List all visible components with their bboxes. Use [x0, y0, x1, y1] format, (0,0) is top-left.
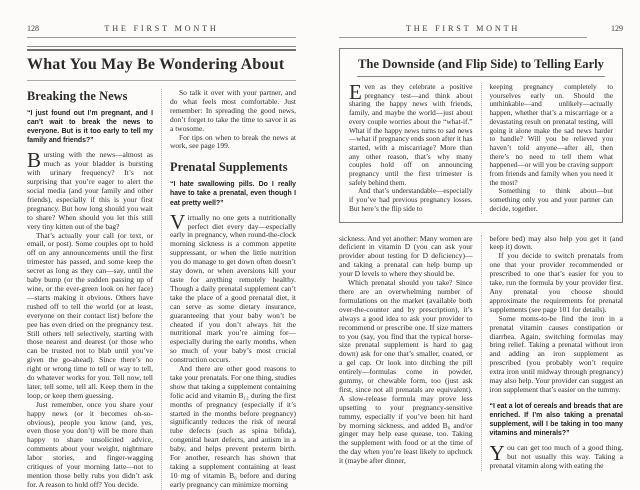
left-page-columns — [27, 89, 296, 490]
body-paragraph: keeping pregnancy completely to yourselves early on. Should the unthinkable—and unlikely—actually happen, whether that’s a miscarriage or a devastating result on prenatal testing, will going it alone make the sad news harder to handle? Will you be relieved you haven’t told anyone—after all, then there’s no need to tell them what happened—or will you be craving support from friends and family when you need it the most? — [489, 82, 613, 187]
left-page-column-1 — [27, 89, 162, 490]
qa-heading-breaking-the-news: Breaking the News — [27, 89, 128, 103]
drop-cap: Y — [489, 440, 505, 465]
running-head: THE FIRST MONTH — [405, 24, 521, 33]
drop-cap: E — [349, 79, 362, 104]
body-paragraph: Just remember, once you share your happy news (or it becomes oh-so-obvious), people you know (and, yes, even those you don’t) will be more than happy to share unsolicited advice, comments about your weight, nightmare labor stories, and finger-wagging critiques of your morning latte—not to mention those belly rubs you didn’t ask for. A reason to hold off? You decide. — [27, 399, 153, 489]
left-page — [27, 24, 296, 490]
right-page-column-1 — [339, 235, 482, 471]
running-head: THE FIRST MONTH — [104, 24, 219, 33]
box-columns — [349, 79, 613, 214]
body-paragraph: And that’s understandable—especially if you’ve had previous pregnancy losses. But here’s the flip side to — [349, 186, 473, 213]
qa-heading-prenatal-supplements: Prenatal Supplements — [170, 160, 288, 175]
body-paragraph — [170, 210, 296, 365]
box-column-1 — [349, 79, 482, 214]
body-paragraph: Some moms-to-be find the iron in a prenatal vitamin causes constipation or diarrhea. Again, switching formulas may bring relief. Taking a prenatal without iron and adding an iron supplement as prescribed (you probably won’t require extra iron until midway through pregnancy) may also help. Your provider can suggest an iron supplement that’s easier on the tummy. — [489, 313, 623, 394]
body-paragraph: sickness. And yet another: Many women are deficient in vitamin D (you can ask your provider about testing for D deficiency)—and taking a prenatal can help bump up your D levels to where they should be. — [339, 233, 473, 279]
right-page-column-2 — [482, 235, 624, 471]
body-paragraph: That’s actually your call (or text, or email, or post). Some couples opt to hold off on any announcements until the first trimester has passed, and some keep the secret as long as they can—say, until the baby bump (or the sudden passing up of wine, or the ever-green look on her face)—starts making it obvious. Others have rushed off to tell the world (or at least, everyone on their contact list) before the pee has even dried on the pregnancy test. Still others tell selectively, starting with those nearest and dearest (or those who can be trusted not to blab until you’ve given the go-ahead). Since there’s no right or wrong time to tell or way to tell, do whatever works for you. Tell now, tell later, tell some, tell all. Keep them in the loop, or keep them guessing. — [27, 230, 153, 400]
double-rule — [27, 46, 296, 51]
body-paragraph: Which prenatal should you take? Since there are an overwhelming number of formulations on the market (available both over-the-counter and by prescription), it’s always a good idea to ask your provider to recommend or prescribe one. If size matters to you (say, you find that the typical horse-size prenatal supplement is hard to gag down) ask for one that’s smaller, coated, or a gel cap. Or look into ditching the pill entirely—formulas come in powder, gummy, or chewable form, too (just ask first, since not all prenatals are equivalent). A slow-release formula may prove less upsetting to your pregnancy-sensitive tummy, especially if you’ve been hit hard by morning sickness, and added B₆ and/or ginger may help ease quease, too. Taking the supplement with food or at the time of the day when you’re least likely to upchuck it (maybe after dinner, — [339, 278, 473, 466]
paragraph-text: ursting with the news—almost as much as your bladder is bursting with urinary frequency? It’s not surprising that you’re eager to alert the social media (and your family and other friends), especially if this is your first pregnancy. But how long should you wait to share? When should you let this still very tiny kitten out of the bag? — [27, 150, 153, 231]
paragraph-text: ven as they celebrate a positive pregnancy test—and think about sharing the happy news with friends, family, and maybe the world—just about every couple worries about the “what-if.” What if the happy news turns to sad news—what if pregnancy ends soon after it has started, with a miscarriage? More than any other reason, that’s why many couples hold off on announcing pregnancy until the first trimester is safely behind them. — [349, 82, 473, 187]
body-paragraph: For tips on when to break the news at work, see page 199. — [170, 132, 296, 151]
drop-cap: B — [27, 147, 42, 172]
page-number: 129 — [611, 24, 623, 33]
sidebar-box-telling-early — [339, 48, 623, 223]
body-paragraph — [489, 440, 624, 471]
paragraph-text: irtually no one gets a nutritionally perfect diet every day—especially early in pregnancy, when round-the-clock morning sickness is a common appetite suppressant, or when the little nutrition you do manage to get down often doesn’t stay down, or when aversions kill your taste for anything remotely healthy. Though a daily prenatal supplement can’t take the place of a good prenatal diet, it can serve as some dietary insurance, guaranteeing that your baby won’t be cheated if you don’t always hit the nutritional mark you’re aiming for—especially during the early months, when so much of your baby’s most crucial construction occurs. — [170, 212, 296, 365]
reader-question: “I hate swallowing pills. Do I really have to take a prenatal, even though I eat pretty well?” — [170, 181, 296, 207]
body-paragraph: If you decide to switch prenatals from one that your provider recommended or prescribed to one that’s easier for you to take, run the formula by your provider first. Any prenatal you choose should approximate the requirements for prenatal supplements (see page 101 for details). — [489, 251, 623, 314]
right-page — [339, 24, 623, 471]
body-paragraph — [349, 79, 473, 187]
section-title: What You May Be Wondering About — [27, 56, 296, 81]
box-column-2 — [482, 83, 614, 214]
right-running-head-row — [339, 24, 623, 38]
body-paragraph: before bed) may also help you get it (and keep it) down. — [489, 233, 623, 252]
body-paragraph: So talk it over with your partner, and do what feels most comfortable. Just remember: In spreading the good news, don’t forget to take the time to savor it as a twosome. — [170, 88, 296, 133]
paragraph-text: ou can get too much of a good thing, but not usually this way. Taking a prenatal vitamin along with eating the — [489, 443, 623, 471]
reader-question: “I eat a lot of cereals and breads that are enriched. If I’m also taking a prenatal supplement, will I be taking in too many vitamins and minerals?” — [489, 402, 623, 438]
drop-cap: V — [170, 210, 186, 235]
left-running-head-row — [27, 24, 296, 38]
sidebar-box-title: The Downside (and Flip Side) to Telling Early — [357, 57, 605, 77]
body-paragraph: Something to think about—but something only you and your partner can decide, together. — [489, 186, 613, 213]
running-head-rule — [339, 24, 587, 38]
right-page-columns — [339, 235, 623, 471]
left-page-column-2 — [162, 89, 296, 490]
body-paragraph — [27, 147, 153, 231]
page-number: 128 — [27, 24, 39, 33]
body-paragraph: And there are other good reasons to take your prenatals. For one thing, studies show that taking a supplement containing folic acid and vitamin B₁₂ during the first months of pregnancy (especially if it’s started in the months before pregnancy) significantly reduces the risk of neural tube defects (such as spina bifida), congenital heart defects, and autism in a baby, and helps prevent preterm birth. For another, research has shown that taking a supplement containing at least 10 mg of vitamin B₆ before and during early pregnancy can minimize morning — [170, 364, 296, 489]
reader-question: “I just found out I’m pregnant, and I can’t wait to break the news to everyone. But is it too early to tell my family and friends?” — [27, 110, 153, 145]
